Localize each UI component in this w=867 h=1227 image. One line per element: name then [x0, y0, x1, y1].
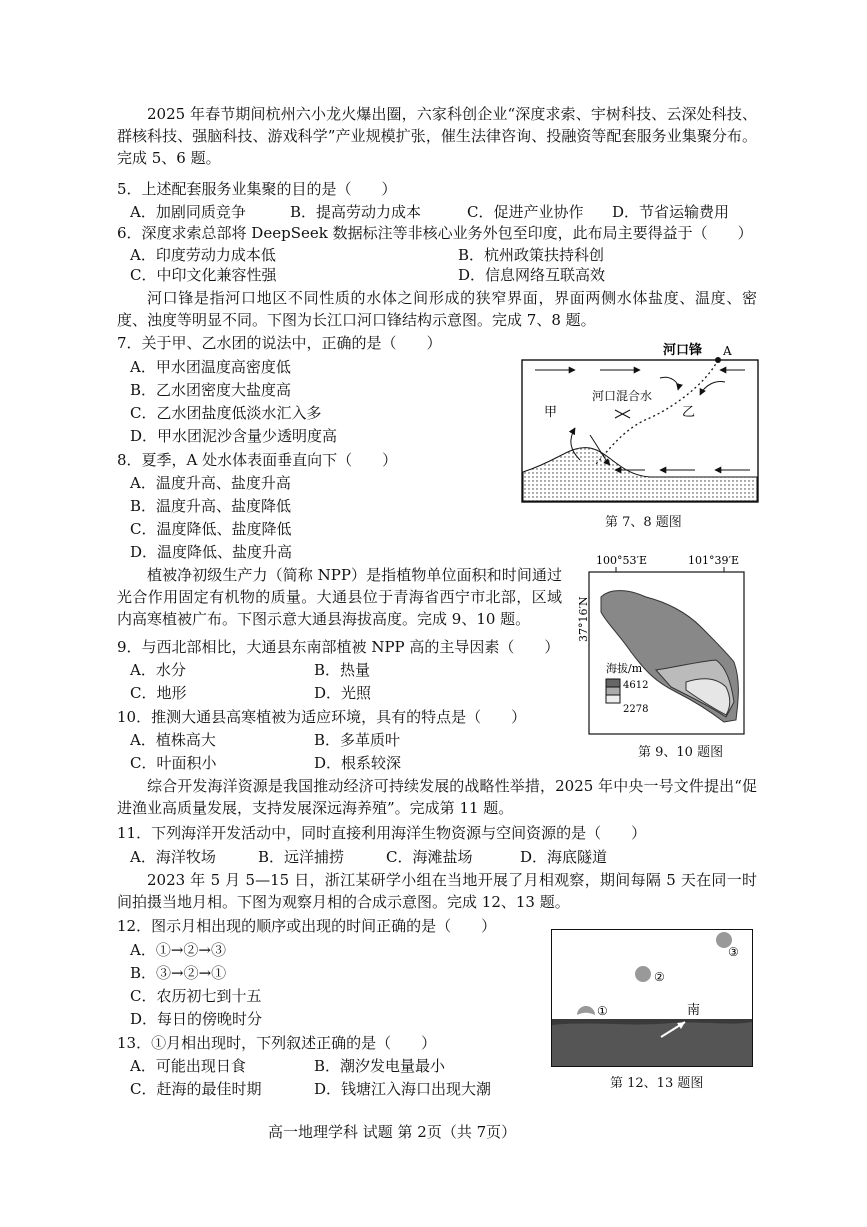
- question-6-stem: 6．深度求索总部将 DeepSeek 数据标注等非核心业务外包至印度，此布局主要得益于（ ）: [117, 224, 753, 242]
- fig78-mix-label: 河口混合水: [592, 389, 653, 403]
- q8-option-a[interactable]: A．温度升高、盐度升高: [130, 474, 291, 492]
- legend-title: 海拔/m: [606, 662, 643, 675]
- q9-option-a[interactable]: A．水分: [130, 661, 186, 679]
- intro-7-8: 河口锋是指河口地区不同性质的水体之间形成的狭窄界面，界面两侧水体盐度、温度、密度、浊度等明显不同。下图为长江口河口锋结构示意图。完成 7、8 题。: [117, 289, 757, 329]
- q9-option-d[interactable]: D．光照: [314, 684, 372, 702]
- fig78-caption: 第 7、8 题图: [605, 515, 682, 530]
- fig78-point-label: A: [723, 344, 732, 358]
- figure-estuary-front: [520, 340, 760, 505]
- q7-option-a[interactable]: A．甲水团温度高密度低: [130, 358, 291, 376]
- legend-low-value: 2278: [623, 704, 649, 715]
- estuary-front-diagram: [520, 340, 760, 505]
- intro-9-10: 植被净初级生产力（简称 NPP）是指植物单位面积和时间通过光合作用固定有机物的质量。大通县位于青海省西宁市北部，区域内高寒植被广布。下图示意大通县海拔高度。完成 9、10 题。: [117, 566, 562, 628]
- q6-option-c[interactable]: C．中印文化兼容性强: [130, 266, 277, 284]
- page-footer: 高一地理学科 试题 第 2页（共 7页）: [268, 1123, 517, 1141]
- q9-option-b[interactable]: B．热量: [314, 661, 371, 679]
- q12-option-d[interactable]: D．每日的傍晚时分: [130, 1010, 263, 1028]
- moon-1-label: ①: [597, 1004, 608, 1018]
- question-8-stem: 8．夏季，A 处水体表面垂直向下（ ）: [117, 451, 398, 469]
- question-10-stem: 10．推测大通县高寒植被为适应环境，具有的特点是（ ）: [117, 708, 527, 726]
- q8-option-d[interactable]: D．温度降低、盐度升高: [130, 543, 293, 561]
- q6-option-d[interactable]: D．信息网络互联高效: [458, 266, 606, 284]
- lon-label-west: 100°53′E: [596, 554, 648, 567]
- q12-option-b[interactable]: B．③→②→①: [130, 964, 227, 982]
- q12-option-c[interactable]: C．农历初七到十五: [130, 987, 262, 1005]
- lon-label-east: 101°39′E: [688, 554, 740, 567]
- q10-option-d[interactable]: D．根系较深: [314, 754, 402, 772]
- q12-option-a[interactable]: A．①→②→③: [130, 941, 226, 959]
- ground-texture: [552, 1022, 752, 1066]
- question-9-stem: 9．与西北部相比，大通县东南部植被 NPP 高的主导因素（ ）: [117, 638, 560, 656]
- figure-datong-map: [576, 552, 756, 737]
- q11-option-d[interactable]: D．海底隧道: [520, 848, 608, 866]
- direction-label-south: 南: [687, 1003, 701, 1018]
- q8-option-c[interactable]: C．温度降低、盐度降低: [130, 520, 292, 538]
- q11-option-c[interactable]: C．海滩盐场: [386, 848, 473, 866]
- legend-swatch-low: [606, 695, 620, 703]
- moon-2: [635, 966, 651, 982]
- q7-option-d[interactable]: D．甲水团泥沙含量少透明度高: [130, 427, 338, 445]
- q6-option-b[interactable]: B．杭州政策扶持科创: [458, 246, 605, 264]
- figure-moon-phases: [551, 929, 753, 1067]
- lat-label: 37°16′N: [577, 596, 590, 642]
- q9-option-c[interactable]: C．地形: [130, 684, 187, 702]
- q8-option-b[interactable]: B．温度升高、盐度降低: [130, 497, 292, 515]
- q11-option-b[interactable]: B．远洋捕捞: [258, 848, 345, 866]
- legend-high-value: 4612: [623, 680, 649, 691]
- q13-option-c[interactable]: C．赶海的最佳时期: [130, 1080, 262, 1098]
- q10-option-c[interactable]: C．叶面积小: [130, 754, 217, 772]
- q5-option-b[interactable]: B．提高劳动力成本: [290, 203, 422, 221]
- q5-option-d[interactable]: D．节省运输费用: [612, 203, 730, 221]
- q5-option-c[interactable]: C．促进产业协作: [467, 203, 584, 221]
- question-11-stem: 11．下列海洋开发活动中，同时直接利用海洋生物资源与空间资源的是（ ）: [117, 824, 647, 842]
- moon-phase-photo: [551, 929, 753, 1067]
- legend-swatch-high: [606, 679, 620, 687]
- q10-option-a[interactable]: A．植株高大: [130, 731, 216, 749]
- q10-option-b[interactable]: B．多革质叶: [314, 731, 401, 749]
- q5-option-a[interactable]: A．加剧同质竞争: [130, 203, 246, 221]
- fig78-title: 河口锋: [663, 343, 703, 358]
- moon-2-label: ②: [654, 970, 665, 984]
- question-13-stem: 13．①月相出现时，下列叙述正确的是（ ）: [117, 1034, 437, 1052]
- q13-option-d[interactable]: D．钱塘江入海口出现大潮: [314, 1080, 492, 1098]
- q7-option-c[interactable]: C．乙水团盐度低淡水汇入多: [130, 404, 322, 422]
- fig78-right-label: 乙: [682, 405, 696, 420]
- q11-option-a[interactable]: A．海洋牧场: [130, 848, 216, 866]
- q6-option-a[interactable]: A．印度劳动力成本低: [130, 246, 276, 264]
- q13-option-a[interactable]: A．可能出现日食: [130, 1057, 246, 1075]
- moon-3-label: ③: [728, 945, 739, 959]
- datong-elevation-map: [576, 552, 756, 737]
- fig78-left-label: 甲: [544, 405, 558, 420]
- fig1213-caption: 第 12、13 题图: [610, 1076, 704, 1091]
- intro-11: 综合开发海洋资源是我国推动经济可持续发展的战略性举措，2025 年中央一号文件提出“促进渔业高质量发展，支持发展深远海养殖”。完成第 11 题。: [117, 777, 757, 817]
- question-12-stem: 12．图示月相出现的顺序或出现的时间正确的是（ ）: [117, 917, 497, 935]
- fig910-caption: 第 9、10 题图: [638, 745, 724, 760]
- q7-option-b[interactable]: B．乙水团密度大盐度高: [130, 381, 292, 399]
- intro-12-13: 2023 年 5 月 5—15 日，浙江某研学小组在当地开展了月相观察，期间每隔 5 天在同一时间拍摄当地月相。下图为观察月相的合成示意图。完成 12、13 题。: [117, 871, 757, 911]
- question-5-stem: 5．上述配套服务业集聚的目的是（ ）: [117, 180, 397, 198]
- legend-swatch-mid: [606, 687, 620, 695]
- intro-5-6: 2025 年春节期间杭州六小龙火爆出圈，六家科创企业“深度求索、宇树科技、云深处科技、群核科技、强脑科技、游戏科学”产业规模扩张，催生法律咨询、投融资等配套服务业集聚分布。完成 5、6 题。: [117, 105, 757, 167]
- q13-option-b[interactable]: B．潮汐发电量最小: [314, 1057, 446, 1075]
- question-7-stem: 7．关于甲、乙水团的说法中，正确的是（ ）: [117, 334, 442, 352]
- point-a-marker: [715, 357, 721, 363]
